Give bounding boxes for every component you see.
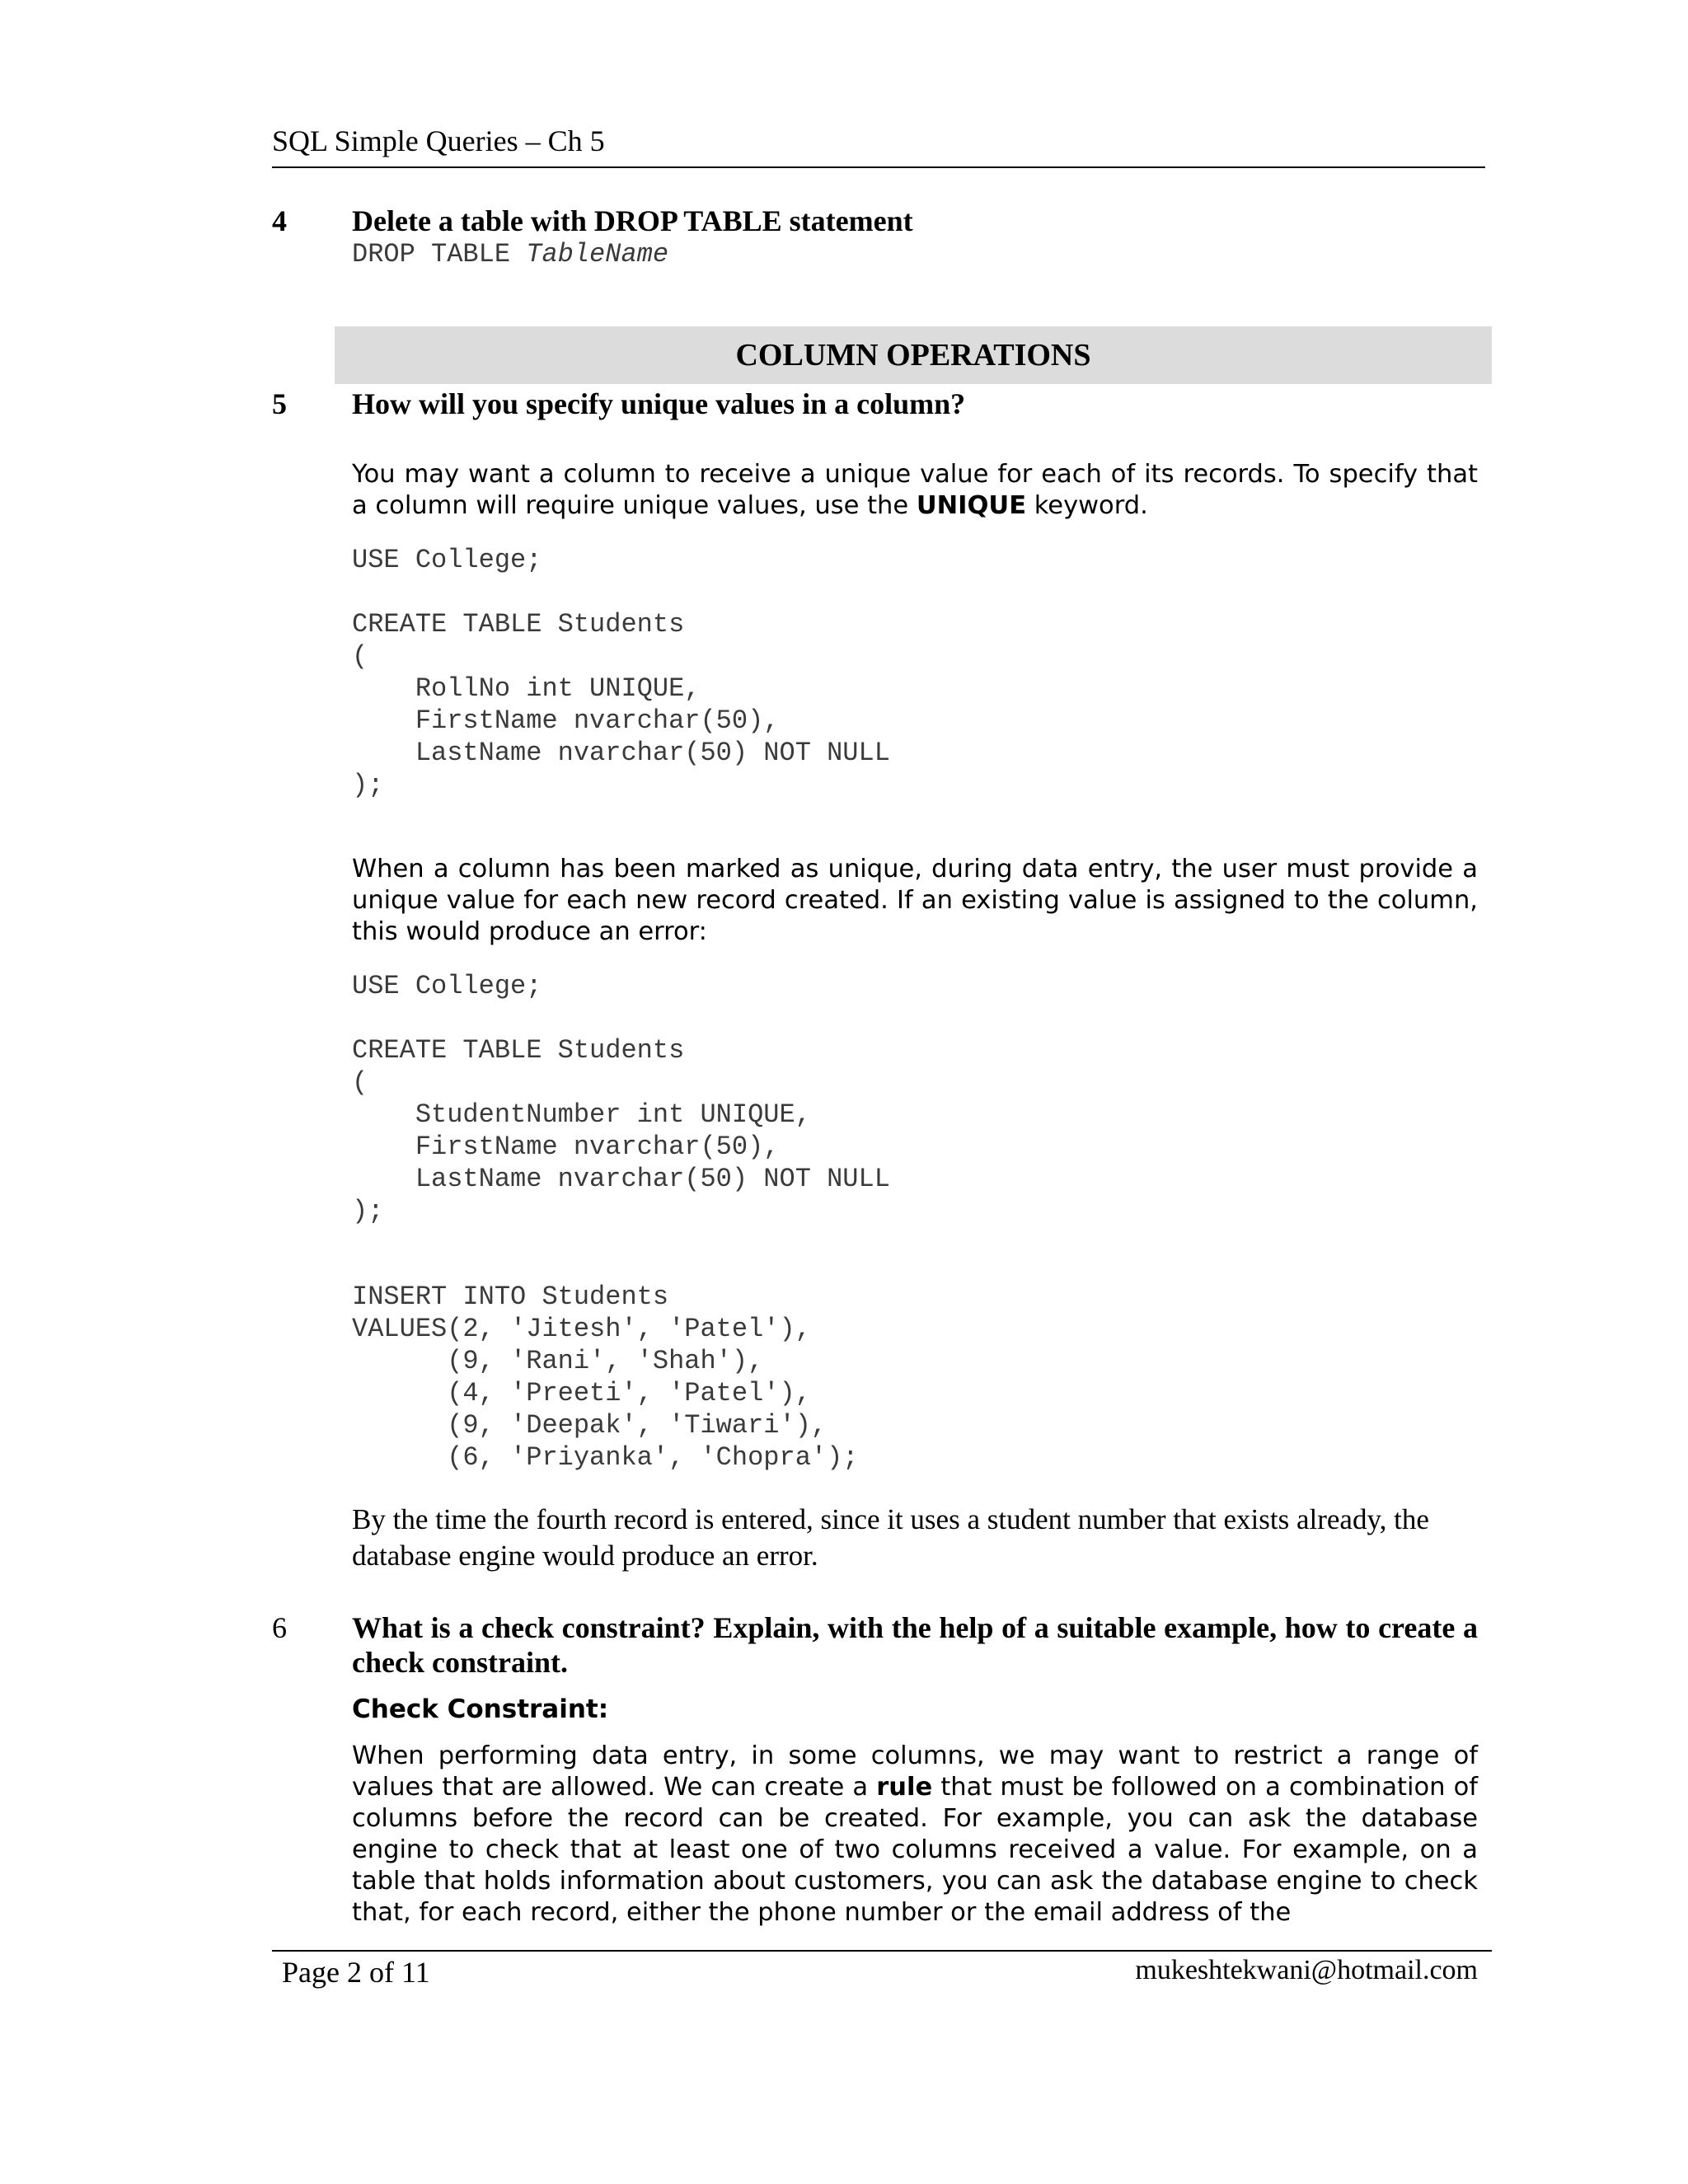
unique-intro-paragraph (352, 459, 1478, 522)
question-6-title: What is a check constraint? Explain, with the help of a suitable example, how to create a check constraint. (352, 1611, 1478, 1679)
question-6-number: 6 (272, 1611, 287, 1644)
fourth-record-paragraph: By the time the fourth record is entered, since it uses a student number that exists already, the database engine would produce an error. (352, 1503, 1429, 1572)
code-create-table-rollno: USE College; CREATE TABLE Students ( RollNo int UNIQUE, FirstName nvarchar(50), LastName nvarchar(50) NOT NULL ); (352, 545, 890, 800)
unique-keyword: UNIQUE (916, 491, 1027, 520)
question-4-title: Delete a table with DROP TABLE statement (352, 204, 913, 237)
table-name-placeholder: TableName (526, 239, 669, 269)
check-constraint-subheading: Check Constraint: (352, 1694, 609, 1724)
rule-keyword: rule (876, 1773, 933, 1802)
unique-error-paragraph: When a column has been marked as unique, during data entry, the user must provide a unique value for each new record created. If an existing value is assigned to the column, this would produce an error: (352, 855, 1478, 946)
code-insert-students: INSERT INTO Students VALUES(2, 'Jitesh', 'Patel'), (9, 'Rani', 'Shah'), (4, 'Preeti', 'Patel'), (9, 'Deepak', 'Tiwari'), (6, 'Priyanka', 'Chopra'); (352, 1282, 859, 1473)
section-title: COLUMN OPERATIONS (735, 338, 1091, 373)
footer-divider (272, 1950, 1492, 1952)
author-email: mukeshtekwani@hotmail.com (1135, 1955, 1478, 1985)
check-text-a: When performing data entry, in some columns, we may want to restrict a range of values that are allowed. We can create a (352, 1741, 1478, 1802)
check-constraint-paragraph (352, 1741, 1478, 1929)
question-5-number: 5 (272, 387, 287, 420)
code-create-table-studentnumber: USE College; CREATE TABLE Students ( StudentNumber int UNIQUE, FirstName nvarchar(50), LastName nvarchar(50) NOT NULL ); (352, 971, 890, 1226)
drop-table-keyword: DROP TABLE (352, 239, 527, 269)
header-divider (272, 166, 1485, 168)
drop-table-syntax (352, 238, 668, 270)
check-text-b: that must be followed on a combination of columns before the record can be created. For example, you can ask the database engine to check that at least one of two columns received a value. For example, on a table that holds information about customers, you can ask the database engine to check that, for each record, either the phone number or the email address of the (352, 1773, 1478, 1927)
unique-intro-tail: keyword. (1026, 491, 1148, 520)
unique-intro-text: You may want a column to receive a unique value for each of its records. To specify that a column will require unique values, use the (352, 460, 1478, 520)
page-header-title: SQL Simple Queries – Ch 5 (272, 124, 605, 157)
question-4-number: 4 (272, 204, 287, 237)
question-5-title: How will you specify unique values in a column? (352, 387, 966, 420)
page-number: Page 2 of 11 (282, 1956, 430, 1989)
